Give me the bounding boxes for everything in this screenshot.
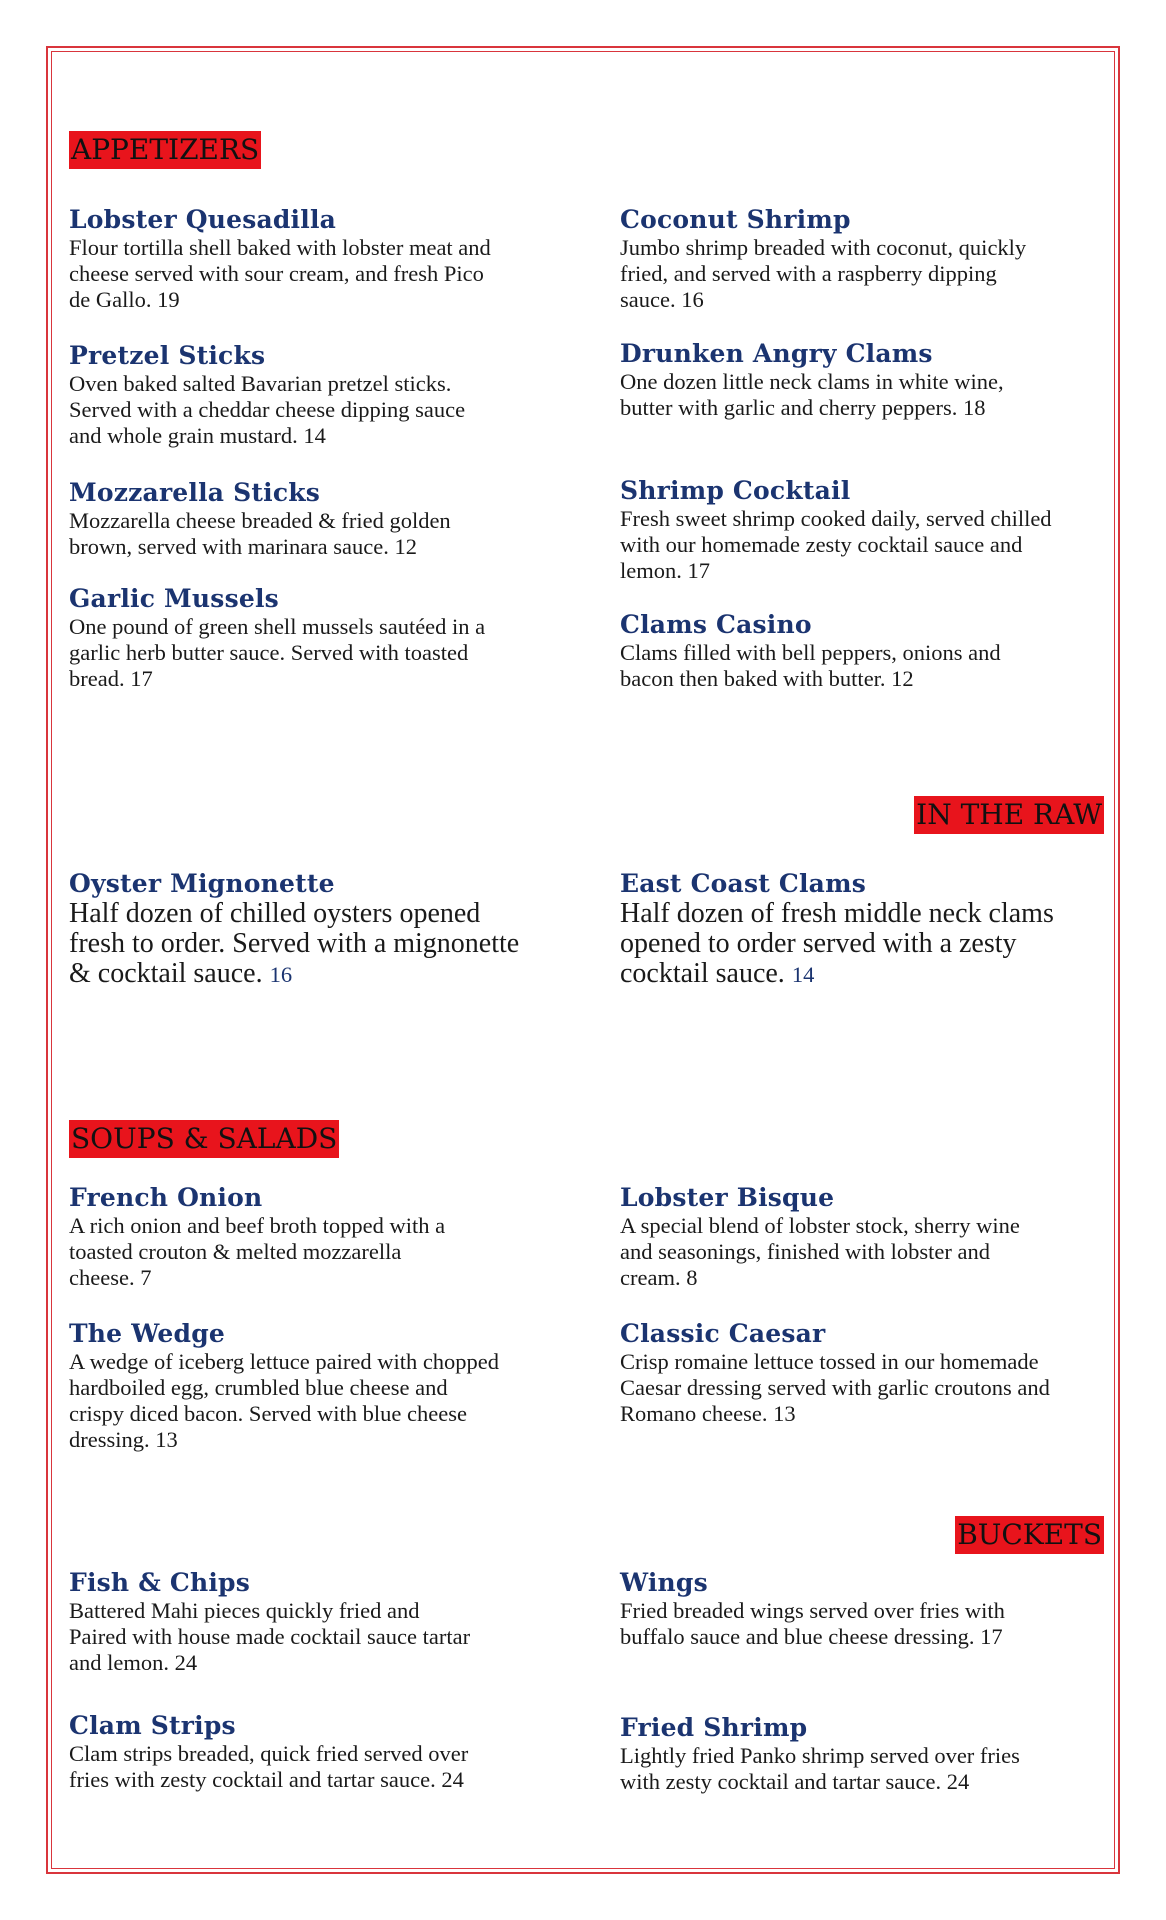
item-description: Fried breaded wings served over fries with buffalo sauce and blue cheese dressing. 17 [620, 1598, 1005, 1649]
section-appetizers: APPETIZERS [69, 131, 261, 169]
item-description: Clams filled with bell peppers, onions and bacon then baked with butter. 12 [620, 640, 1001, 691]
menu-item [620, 869, 1108, 990]
menu-item [69, 1319, 557, 1453]
item-description: One pound of green shell mussels sautéed in a garlic herb butter sauce. Served with toasted bread. 17 [69, 614, 486, 691]
menu-item [620, 610, 1108, 692]
section-soups-salads: SOUPS & SALADS [69, 1120, 339, 1158]
menu-item [620, 476, 1108, 584]
item-name: Drunken Angry Clams [620, 339, 933, 368]
menu-item [620, 1183, 1108, 1291]
menu-item [69, 1711, 557, 1793]
item-description: A wedge of iceberg lettuce paired with chopped hardboiled egg, crumbled blue cheese and crispy diced bacon. Served with blue cheese dressing. 13 [69, 1349, 500, 1452]
item-name: Oyster Mignonette [69, 869, 335, 898]
menu-item [69, 478, 557, 560]
item-name: The Wedge [69, 1319, 225, 1348]
item-name: Wings [620, 1568, 708, 1597]
item-description: Clam strips breaded, quick fried served over fries with zesty cocktail and tartar sauce. 24 [69, 1741, 469, 1792]
item-description: Crisp romaine lettuce tossed in our homemade Caesar dressing served with garlic croutons and Romano cheese. 13 [620, 1349, 1050, 1426]
item-description [620, 899, 1108, 990]
menu-item [620, 205, 1108, 313]
item-name: Fish & Chips [69, 1568, 251, 1597]
menu-item [620, 1568, 1108, 1650]
item-name: French Onion [69, 1183, 263, 1212]
item-name: Clams Casino [620, 610, 812, 639]
item-name: East Coast Clams [620, 869, 866, 898]
item-description: Lightly fried Panko shrimp served over fries with zesty cocktail and tartar sauce. 24 [620, 1743, 1020, 1794]
menu-item [69, 869, 557, 990]
menu-item [620, 339, 1108, 421]
item-name: Classic Caesar [620, 1319, 826, 1348]
item-description: Jumbo shrimp breaded with coconut, quickly fried, and served with a raspberry dipping sauce. 16 [620, 235, 1027, 312]
item-price: 16 [269, 962, 293, 987]
menu-item [69, 584, 557, 692]
item-description: A rich onion and beef broth topped with a toasted crouton & melted mozzarella cheese. 7 [69, 1213, 446, 1290]
item-name: Garlic Mussels [69, 584, 279, 613]
item-description-text: Half dozen of chilled oysters opened fresh to order. Served with a mignonette & cocktail sauce. [69, 898, 520, 989]
menu-item [69, 341, 557, 449]
menu-item [620, 1319, 1108, 1427]
menu-item [69, 1183, 557, 1291]
item-name: Pretzel Sticks [69, 341, 266, 370]
item-name: Coconut Shrimp [620, 205, 851, 234]
item-name: Lobster Quesadilla [69, 205, 337, 234]
item-price: 14 [791, 962, 815, 987]
item-name: Shrimp Cocktail [620, 476, 851, 505]
item-name: Clam Strips [69, 1711, 236, 1740]
item-description: Fresh sweet shrimp cooked daily, served chilled with our homemade zesty cocktail sauce and lemon. 17 [620, 506, 1052, 583]
item-description [69, 899, 557, 990]
item-description: One dozen little neck clams in white wine, butter with garlic and cherry peppers. 18 [620, 369, 1004, 420]
item-description: Flour tortilla shell baked with lobster meat and cheese served with sour cream, and fresh Pico de Gallo. 19 [69, 235, 491, 312]
item-name: Fried Shrimp [620, 1713, 808, 1742]
section-buckets: BUCKETS [955, 1516, 1104, 1554]
item-description: Mozzarella cheese breaded & fried golden brown, served with marinara sauce. 12 [69, 508, 451, 559]
item-name: Mozzarella Sticks [69, 478, 321, 507]
item-description-text: Half dozen of fresh middle neck clams opened to order served with a zesty cocktail sauce. [620, 898, 1054, 989]
item-description: Battered Mahi pieces quickly fried and Paired with house made cocktail sauce tartar and lemon. 24 [69, 1598, 471, 1675]
section-in-the-raw: IN THE RAW [914, 796, 1104, 834]
item-name: Lobster Bisque [620, 1183, 835, 1212]
menu-item [69, 1568, 557, 1676]
menu-item [620, 1713, 1108, 1795]
item-description: A special blend of lobster stock, sherry wine and seasonings, finished with lobster and cream. 8 [620, 1213, 1020, 1290]
item-description: Oven baked salted Bavarian pretzel sticks. Served with a cheddar cheese dipping sauce and whole grain mustard. 14 [69, 371, 466, 448]
menu-item [69, 205, 557, 313]
